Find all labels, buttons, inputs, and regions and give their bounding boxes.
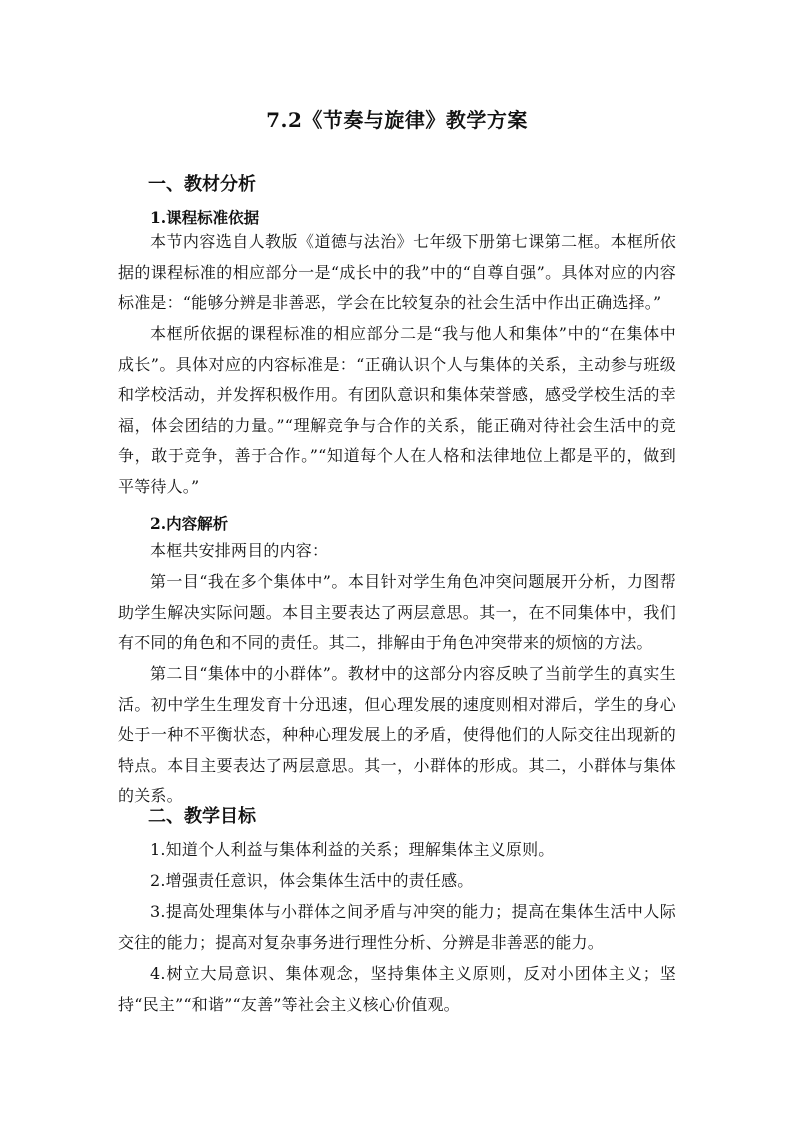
paragraph-curriculum-basis-2: 本框所依据的课程标准的相应部分二是“我与他人和集体”中的“在集体中成长”。具体对应的内容标准是：“正确认识个人与集体的关系，主动参与班级和学校活动，并发挥积极作用。有团队意识和集体荣誉感，感受学校生活的幸福，体会团结的力量。”“理解竞争与合作的关系，能正确对待社会生活中的竞争，敢于竞争，善于合作。”“知道每个人在人格和法律地位上都是平的，做到平等待人。” <box>118 324 676 496</box>
goal-item-2: 2.增强责任意识，体会集体生活中的责任感。 <box>150 871 474 890</box>
goal-item-4: 4.树立大局意识、集体观念，坚持集体主义原则，反对小团体主义；坚持“民主”“和谐”“友善”等社会主义核心价值观。 <box>118 964 676 1014</box>
paragraph-content-analysis-first-item: 第一目“我在多个集体中”。本目针对学生角色冲突问题展开分析，力图帮助学生解决实际问题。本目主要表达了两层意思。其一，在不同集体中，我们有不同的角色和不同的责任。其二，排解由于角色冲突带来的烦恼的方法。 <box>118 572 676 652</box>
goal-item-3: 3.提高处理集体与小群体之间矛盾与冲突的能力；提高在集体生活中人际交往的能力；提高对复杂事务进行理性分析、分辨是非善恶的能力。 <box>118 902 676 952</box>
section-heading-teaching-goals: 二、教学目标 <box>148 806 256 827</box>
section-heading-textbook-analysis: 一、教材分析 <box>148 174 256 195</box>
document-title: 7.2《节奏与旋律》教学方案 <box>266 108 528 132</box>
paragraph-content-analysis-intro: 本框共安排两目的内容： <box>150 541 329 560</box>
paragraph-content-analysis-second-item: 第二目“集体中的小群体”。教材中的这部分内容反映了当前学生的真实生活。初中学生生理发育十分迅速，但心理发展的速度则相对滞后，学生的身心处于一种不平衡状态，种种心理发展上的矛盾，使得他们的人际交往出现新的特点。本目主要表达了两层意思。其一，小群体的形成。其二，小群体与集体的关系。 <box>118 664 676 805</box>
subsection-heading-content-analysis: 2.内容解析 <box>150 514 229 533</box>
paragraph-curriculum-basis-1: 本节内容选自人教版《道德与法治》七年级下册第七课第二框。本框所依据的课程标准的相应部分一是“成长中的我”中的“自尊自强”。具体对应的内容标准是：“能够分辨是非善恶，学会在比较复杂的社会生活中作出正确选择。” <box>118 232 676 312</box>
goal-item-1: 1.知道个人利益与集体利益的关系；理解集体主义原则。 <box>150 840 555 859</box>
subsection-heading-curriculum-basis: 1.课程标准依据 <box>150 208 260 227</box>
